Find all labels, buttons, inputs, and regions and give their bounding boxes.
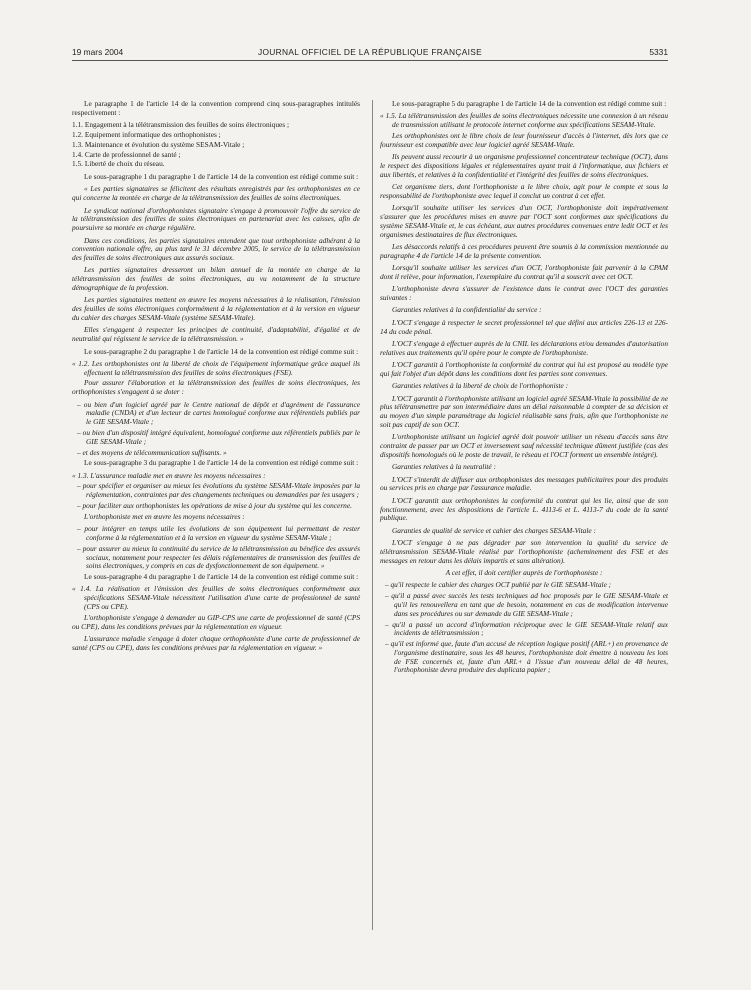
quoted-paragraph: L'OCT garantit à l'orthophoniste utilisant un logiciel agréé SESAM-Vitale la possibilité de ne plus télétransmettre par son intermédiaire dans un délai raisonnable à compter de sa décision et au moyen d'un simple paramétrage du logiciel réalisable sans frais, afin que l'orthophoniste ne soit pas captif de son OCT. (380, 393, 668, 429)
quoted-paragraph: Lorsqu'il souhaite utiliser les services d'un OCT, l'orthophoniste doit impérativement s'assurer que les procédures mises en œuvre par l'OCT sont conformes aux spécifications du système SESAM-Vitale et, le cas échéant, aux autres procédures convenues entre ledit OCT et les organismes destinataires de flux électroniques. (380, 203, 668, 239)
quoted-paragraph: L'OCT s'engage à effectuer auprès de la CNIL les déclarations et/ou demandes d'autorisation relatives aux traitements qu'il opère pour le compte de l'orthophoniste. (380, 338, 668, 357)
quoted-paragraph: Elles s'engagent à respecter les principes de continuité, d'adaptabilité, d'égalité et de neutralité qui régissent le service de la télétransmission. » (72, 325, 360, 344)
list-item: – qu'il est informé que, faute d'un accusé de réception logique positif (ARL+) en provenance de l'organisme destinataire, sous les 48 heures, l'orthophoniste doit émettre à nouveau les lots de FSE concernés et, faute d'un ARL+ à l'issue d'un nouveau délai de 48 heures, l'orthophoniste devra produire des duplicata papier ; (385, 639, 668, 675)
right-column (380, 100, 668, 677)
quoted-paragraph: L'OCT garantit à l'orthophoniste la conformité du contrat qui lui est proposé au modèle type qui fait l'objet d'un dépôt dans les conditions dont les parties sont convenues. (380, 360, 668, 378)
guarantee-heading: Garanties de qualité de service et cahier des charges SESAM-Vitale : (392, 525, 596, 535)
quoted-paragraph: Le syndicat national d'orthophonistes signataire s'engage à promouvoir l'offre du service de la télétransmission des feuilles de soins électroniques en partenariat avec les caisses, afin de poursuivre sa montée en charge régulière. (72, 205, 360, 233)
quoted-paragraph: « Les parties signataires se félicitent des résultats enregistrés par les orthophonistes en ce qui concerne la montée en charge de la télétransmission des feuilles de soins électroniques. (72, 184, 360, 203)
quoted-paragraph: Les orthophonistes ont le libre choix de leur fournisseur d'accès à l'internet, dès lors que ce fournisseur est compatible avec leur logiciel agréé SESAM-Vitale. (380, 130, 668, 149)
header-rule (72, 60, 668, 61)
quoted-paragraph: Ils peuvent aussi recourir à un organisme professionnel concentrateur technique (OCT), dans le respect des dispositions légales et réglementaires ayant trait à l'informatique, aux fichiers et aux libertés, et relatives à la confidentialité et l'intégrité des feuilles de soins électroniques. (380, 152, 668, 179)
quoted-paragraph: Dans ces conditions, les parties signataires entendent que tout orthophoniste adhérant à la convention nationale offre, au plus tard le 31 décembre 2005, le service de la télétransmission des feuilles de soins électroniques aux assurés sociaux. (72, 235, 360, 263)
list-item: – qu'il a passé avec succès les tests techniques ad hoc proposés par le GIE SESAM-Vitale et qu'il les renouvellera en tant que de besoin, notamment en cas de modification intervenue dans ses procédures ou sur demande du GIE SESAM-Vitale ; (385, 591, 668, 618)
quoted-heading: « 1.5. La télétransmission des feuilles de soins électroniques nécessite une connexion à un réseau de transmission utilisant le protocole internet conforme aux spécifications SESAM-Vitale. (380, 111, 668, 130)
quoted-paragraph: Cet organisme tiers, dont l'orthophoniste a le libre choix, agit pour le compte et sous la responsabilité de l'orthophoniste avec lequel il conclut un contrat à cet effet. (380, 182, 668, 200)
quoted-paragraph: L'OCT s'engage à ne pas dégrader par son intervention la qualité du service de télétransmission SESAM-Vitale réalisé par l'orthophoniste (acheminement des FSE et des messages en retour dans les délais impartis et sans altération). (380, 538, 668, 565)
page-header (72, 46, 668, 60)
list-item: 1.2. Equipement informatique des orthophonistes ; (72, 129, 221, 139)
quoted-heading: « 1.3. L'assurance maladie met en œuvre les moyens nécessaires : (72, 470, 266, 480)
quoted-paragraph: Les désaccords relatifs à ces procédures peuvent être soumis à la commission mentionnée au paragraphe 4 de l'article 14 de la présente convention. (380, 241, 668, 260)
left-column (72, 100, 360, 656)
list-item: – pour spécifier et organiser au mieux les évolutions du système SESAM-Vitale imposées par la réglementation, contraintes par des changements techniques ou demandées par les usagers ; (77, 481, 360, 500)
header-date: 19 mars 2004 (72, 47, 124, 57)
quoted-heading: « 1.2. Les orthophonistes ont la liberté de choix de l'équipement informatique grâce auquel ils effectuent la télétransmission des feuilles de soins électroniques (FSE). (72, 358, 360, 377)
list-item: – qu'il respecte le cahier des charges OCT publié par le GIE SESAM-Vitale ; (385, 580, 612, 590)
paragraph: Le paragraphe 1 de l'article 14 de la convention comprend cinq sous-paragraphes intitulés respectivement : (72, 99, 360, 117)
list-item: – ou bien d'un dispositif intégré équivalent, homologué conforme aux référentiels publiés par le GIE SESAM-Vitale ; (77, 427, 360, 446)
list-item: – pour faciliter aux orthophonistes les opérations de mise à jour du système qui les concerne. (77, 501, 352, 510)
quoted-paragraph: L'orthophoniste met en œuvre les moyens nécessaires : (84, 511, 245, 521)
header-journal-title: JOURNAL OFFICIEL DE LA RÉPUBLIQUE FRANÇAISE (257, 47, 483, 57)
subparagraph-list (72, 121, 360, 169)
guarantee-heading: Garanties relatives à la liberté de choix de l'orthophoniste : (392, 381, 569, 391)
section-intro: Le sous-paragraphe 3 du paragraphe 1 de l'article 14 de la convention est rédigé comme suit : (84, 458, 359, 468)
header-page-number: 5331 (649, 47, 668, 57)
quoted-heading: « 1.4. La réalisation et l'émission des feuilles de soins électroniques conformément aux spécifications SESAM-Vitale nécessitent l'utilisation d'une carte de professionnel de santé (CPS ou CPE). (72, 584, 360, 611)
list-item: – ou bien d'un logiciel agréé par le Centre national de dépôt et d'agrément de l'assurance maladie (CNDA) et d'un lecteur de cartes homologué conforme aux référentiels publiés par le GIE SESAM-Vitale ; (77, 399, 360, 427)
quoted-paragraph: Pour assurer l'élaboration et la télétransmission des feuilles de soins électroniques, les orthophonistes s'engagent à se doter : (72, 378, 360, 397)
quoted-paragraph: L'orthophoniste devra s'assurer de l'existence dans le contrat avec l'OCT des garanties suivantes : (380, 284, 668, 302)
quoted-paragraph: L'OCT s'engage à respecter le secret professionnel tel que défini aux articles 226-13 et 226-14 du code pénal. (380, 317, 668, 336)
section-intro: Le sous-paragraphe 5 du paragraphe 1 de l'article 14 de la convention est rédigé comme suit : (392, 99, 667, 108)
list-item: – pour assurer au mieux la continuité du service de la télétransmission au bénéfice des assurés sociaux, notamment pour respecter les délais réglementaires de transmission des feuilles de soins électroniques, y compris en cas de dysfonctionnement de son équipement. » (77, 543, 360, 571)
list-item: 1.5. Liberté de choix du réseau. (72, 159, 165, 169)
quoted-paragraph: L'OCT s'interdit de diffuser aux orthophonistes des messages publicitaires pour des produits ou services pris en charge par l'assurance maladie. (380, 474, 668, 493)
quoted-paragraph: Lorsqu'il souhaite utiliser les services d'un OCT, l'orthophoniste fait parvenir à la CPAM dont il relève, pour information, l'exemplaire du contrat qu'il a souscrit avec cet OCT. (380, 263, 668, 281)
column-divider (372, 100, 373, 930)
list-item: – et des moyens de télécommunication suffisants. » (77, 447, 227, 457)
quoted-paragraph: Les parties signataires dresseront un bilan annuel de la montée en charge de la télétransmission des feuilles de soins électroniques, au vu notamment de la structure démographique de la profession. (72, 265, 360, 293)
quoted-paragraph: Les parties signataires mettent en œuvre les moyens nécessaires à la réalisation, l'émission des feuilles de soins électroniques conformément à la réglementation et à la version en vigueur du cahier des charges SESAM-Vitale (système SESAM-Vitale). (72, 295, 360, 322)
list-item: – qu'il a passé un accord d'information réciproque avec le GIE SESAM-Vitale relatif aux incidents de télétransmission ; (385, 619, 668, 638)
list-item: 1.3. Maintenance et évolution du système SESAM-Vitale ; (72, 139, 245, 149)
quoted-paragraph: L'orthophoniste s'engage à demander au GIP-CPS une carte de professionnel de santé (CPS ou CPE), dans les conditions prévues par la réglementation en vigueur. (72, 612, 360, 631)
quoted-paragraph: L'orthophoniste utilisant un logiciel agréé doit pouvoir utiliser un réseau d'accès sans être contraint de passer par un OCT et inversement sauf nécessité technique dûment justifiée (cas des dispositifs homologués où le poste de travail, le réseau et l'OCT forment un ensemble intégré). (380, 432, 668, 459)
quoted-paragraph: L'OCT garantit aux orthophonistes la conformité du contrat qui les lie, ainsi que de son fonctionnement, avec les dispositions de l'article L. 4113-6 et L. 4113-7 du code de la santé publique. (380, 495, 668, 523)
section-intro: Le sous-paragraphe 4 du paragraphe 1 de l'article 14 de la convention est rédigé comme suit : (84, 572, 359, 582)
list-item: 1.4. Carte de professionnel de santé ; (72, 149, 181, 159)
guarantee-heading: Garanties relatives à la confidentialité du service : (392, 305, 542, 315)
list-item: – pour intégrer en temps utile les évolutions de son équipement lui permettant de rester conforme à la réglementation et à la version en vigueur du système SESAM-Vitale ; (77, 524, 360, 542)
quoted-paragraph: A cet effet, il doit certifier auprès de l'orthophoniste : (445, 568, 603, 578)
guarantee-heading: Garanties relatives à la neutralité : (392, 462, 496, 472)
section-intro: Le sous-paragraphe 1 du paragraphe 1 de l'article 14 de la convention est rédigé comme suit : (84, 172, 359, 182)
section-intro: Le sous-paragraphe 2 du paragraphe 1 de l'article 14 de la convention est rédigé comme suit : (84, 346, 359, 356)
quoted-paragraph: L'assurance maladie s'engage à doter chaque orthophoniste d'une carte de professionnel de santé (CPS ou CPE), dans les conditions prévues par la réglementation en vigueur. » (72, 633, 360, 652)
list-item: 1.1. Engagement à la télétransmission des feuilles de soins électroniques ; (72, 120, 289, 130)
